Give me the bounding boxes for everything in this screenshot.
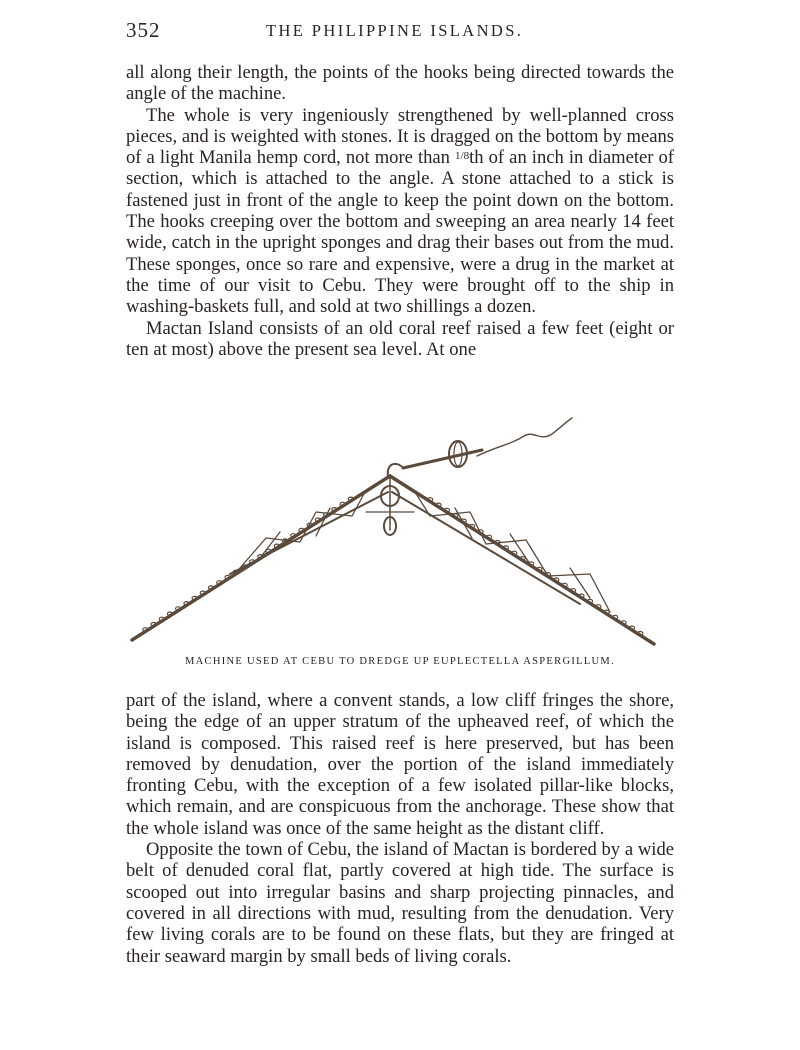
weight-stick	[403, 450, 482, 468]
body-text-top	[126, 62, 674, 360]
dredge-drawing	[120, 408, 680, 652]
body-text-bottom	[126, 690, 674, 967]
right-inner-arm	[392, 492, 580, 604]
paragraph-raised-reef: part of the island, where a convent stands, a low cliff fringes the shore, being the edge of an upper stratum of the upheaved reef, of which the island is composed. This raised reef is here preserved, but has been removed by denudation, over the portion of the island immediately fronting Cebu, with the exception of a few isolated pillar-like blocks, which remain, and are conspicuous from the anchorage. These show that the whole island was once of the same height as the distant cliff.	[126, 690, 674, 839]
dredge-machine-illustration	[120, 408, 680, 652]
paragraph-coral-flat: Opposite the town of Cebu, the island of Mactan is bordered by a wide belt of denuded coral flat, partly covered at high tide. The surface is scooped out into irregular basins and sharp projecting pinnacles, and covered in all directions with mud, resulting from the denudation. Very few living corals are to be found on these flats, but they are fringed at their seaward margin by small beds of living corals.	[126, 839, 674, 967]
paragraph-text: The whole is very ingeniously strengthened by well-planned cross pieces, and is weighted with stones. It is dragged on the bottom by means of a light Manila hemp cord, not more than	[126, 104, 674, 169]
figure-caption: MACHINE USED AT CEBU TO DREDGE UP EUPLECTELLA ASPERGILLUM.	[185, 656, 615, 667]
fraction-one-eighth: 1/8	[455, 150, 470, 163]
paragraph-text: th of an inch in diameter of section, which is attached to the angle. A stone attached to a stick is fastened just in front of the angle to keep the point down on the bottom. The hooks creeping over the bottom and sweeping an area nearly 14 feet wide, catch in the upright sponges and drag their bases out from the mud. These sponges, once so rare and expensive, were a drug in the market at the time of our visit to Cebu. They were brought off to the ship in washing-baskets full, and sold at two shillings a dozen.	[126, 147, 674, 318]
hemp-cord	[477, 418, 572, 456]
page-number: 352	[126, 18, 161, 42]
paragraph-dredge-description	[126, 105, 674, 318]
dredge-frame	[132, 418, 654, 644]
running-title: THE PHILIPPINE ISLANDS.	[266, 21, 524, 40]
paragraph-mactan-island: Mactan Island consists of an old coral reef raised a few feet (eight or ten at most) above the present sea level. At one	[126, 317, 674, 360]
angle-hook	[388, 464, 403, 476]
left-inner-arm	[230, 492, 388, 574]
running-head	[126, 18, 674, 46]
paragraph-continuation: all along their length, the points of the hooks being directed towards the angle of the machine.	[126, 62, 674, 105]
